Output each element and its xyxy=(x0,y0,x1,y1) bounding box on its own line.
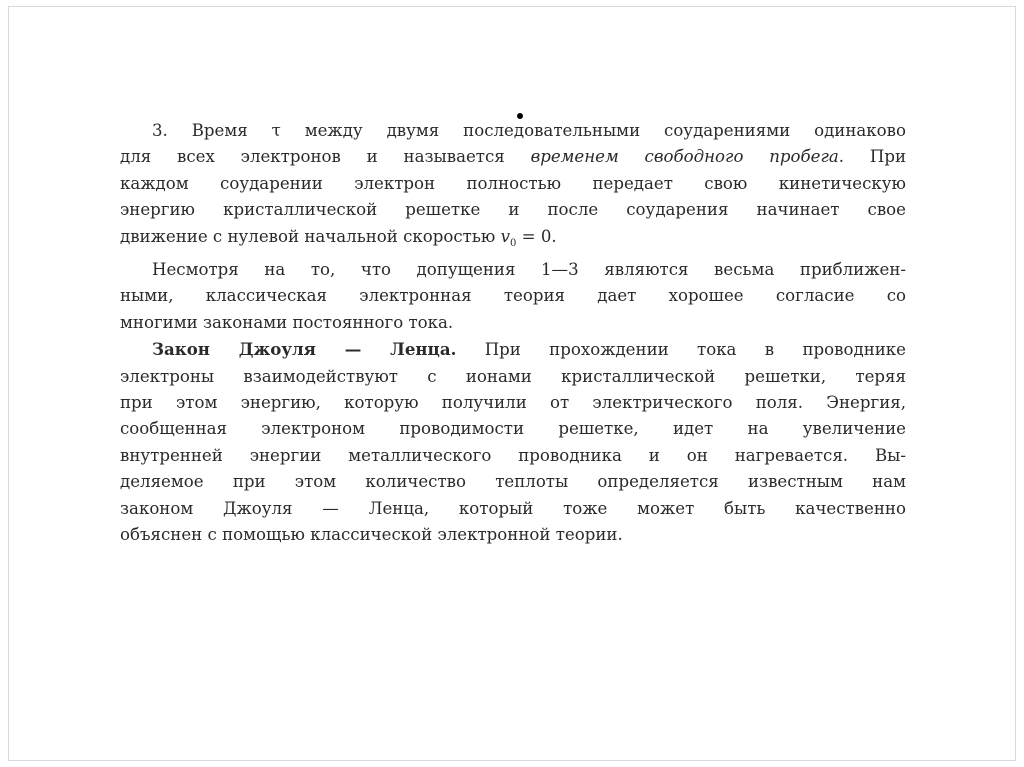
joule-line-1 xyxy=(120,336,906,363)
joule-lenz-heading: Закон Джоуля — Ленца. xyxy=(152,339,457,360)
p3-line-2-text: для всех электронов и называется xyxy=(120,147,505,167)
p3-line-1: 3. Время τ между двумя последовательными соударениями одинаково xyxy=(152,121,906,140)
p3-line-5 xyxy=(120,224,906,257)
mean-free-time-term: временем свободного пробега xyxy=(530,147,839,167)
velocity-symbol: v xyxy=(500,226,510,246)
p3-line-4: энергию кристаллической решетке и после соударения начинает свое xyxy=(120,200,906,220)
joule-line-3: при этом энергию, которую получили от электрического поля. Энергия, xyxy=(120,393,906,413)
velocity-value: = 0. xyxy=(516,226,557,246)
joule-line-1-rest: При прохождении тока в проводнике xyxy=(456,340,906,360)
velocity-subscript: 0 xyxy=(510,237,517,249)
note-line-1: Несмотря на то, что допущения 1—3 являются весьма приближен- xyxy=(152,260,906,280)
joule-line-2: электроны взаимодействуют с ионами кристаллической решетки, теряя xyxy=(120,366,906,386)
note-line-3: многими законами постоянного тока. xyxy=(120,312,454,332)
joule-line-6: деляемое при этом количество теплоты определяется известным нам xyxy=(120,472,906,492)
joule-line-8: объяснен с помощью классической электронной теории. xyxy=(120,525,623,545)
p3-line-2-tail: . При xyxy=(838,147,906,167)
p3-line-5-text: движение с нулевой начальной скоростью xyxy=(120,226,496,246)
joule-line-5: внутренней энергии металлического проводника и он нагревается. Вы- xyxy=(120,445,906,465)
joule-line-4: сообщенная электроном проводимости решетке, идет на увеличение xyxy=(120,419,906,439)
p3-line-2 xyxy=(120,144,906,170)
p3-line-3: каждом соударении электрон полностью передает свою кинетическую xyxy=(120,173,906,193)
joule-line-7: законом Джоуля — Ленца, который тоже может быть качественно xyxy=(120,498,906,518)
note-line-2: ными, классическая электронная теория дает хорошее согласие со xyxy=(120,286,906,306)
textbook-excerpt xyxy=(120,118,906,549)
